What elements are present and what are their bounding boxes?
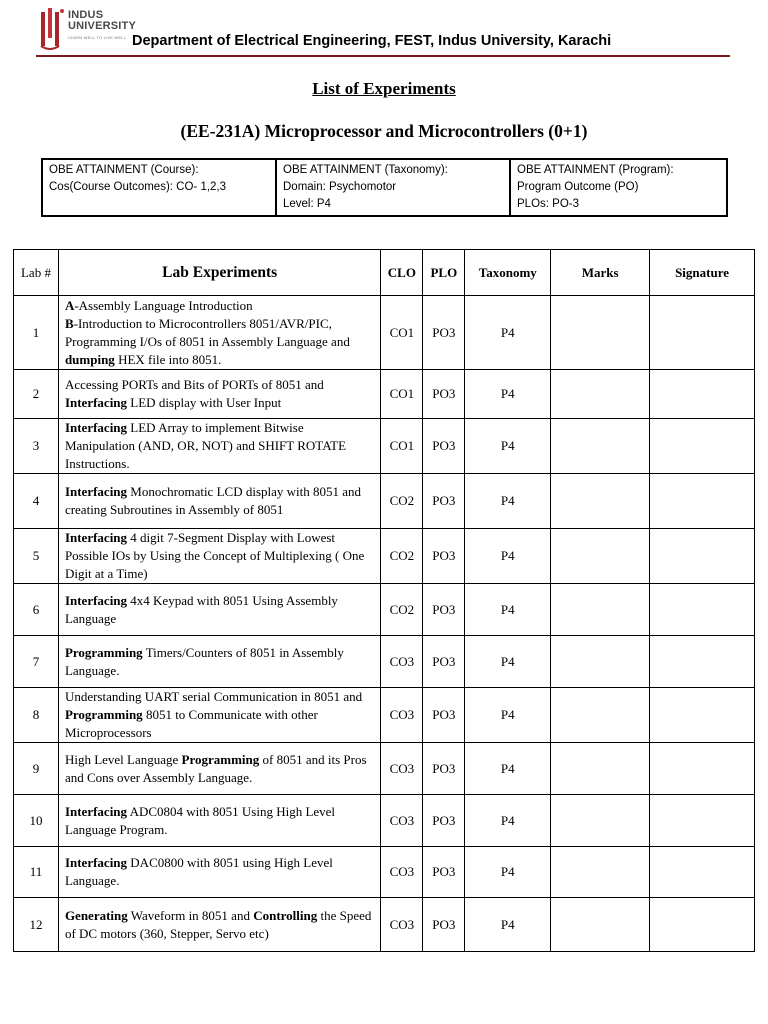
plo-cell: PO3: [423, 296, 465, 370]
logo-line-1: INDUS: [68, 9, 104, 21]
header-plo: PLO: [423, 250, 465, 296]
experiment-text: Timers/Counters of 8051 in Assembly Language.: [64, 644, 344, 678]
obe-course-heading: OBE ATTAINMENT (Course):: [49, 164, 199, 176]
university-logo: [36, 6, 137, 52]
experiment-keyword: Programming: [64, 644, 143, 660]
obe-attainment-table: [41, 158, 728, 217]
plo-cell: PO3: [423, 584, 465, 636]
lab-number-cell: 4: [14, 474, 59, 529]
signature-cell: [650, 370, 755, 419]
marks-cell: [551, 795, 650, 847]
table-row: [14, 296, 755, 370]
clo-cell: CO2: [381, 474, 423, 529]
department-heading: Department of Electrical Engineering, FEST, Indus University, Karachi: [132, 33, 612, 49]
experiment-text: -Introduction to Microcontrollers 8051/AVR/PIC, Programming I/Os of 8051 in Assembly Language and: [64, 315, 350, 349]
experiment-cell: [58, 795, 380, 847]
header-taxonomy: Taxonomy: [465, 250, 551, 296]
experiment-text: High Level Language: [64, 751, 182, 767]
experiment-cell: [58, 474, 380, 529]
header-lab-experiments: Lab Experiments: [58, 250, 380, 296]
plo-cell: PO3: [423, 370, 465, 419]
experiment-keyword: A: [64, 297, 75, 313]
experiment-text: Waveform in 8051 and: [127, 907, 254, 923]
signature-cell: [650, 898, 755, 952]
plo-cell: PO3: [423, 419, 465, 474]
obe-taxonomy-domain: Domain: Psychomotor: [283, 181, 397, 193]
header-signature: Signature: [650, 250, 755, 296]
lab-number-cell: 3: [14, 419, 59, 474]
experiment-keyword: Interfacing: [64, 530, 128, 545]
clo-cell: CO1: [381, 296, 423, 370]
table-row: [14, 688, 755, 743]
taxonomy-cell: P4: [465, 743, 551, 795]
logo-line-2: UNIVERSITY: [68, 20, 137, 32]
experiment-cell: [58, 370, 380, 419]
lab-number-cell: 2: [14, 370, 59, 419]
plo-cell: PO3: [423, 636, 465, 688]
clo-cell: CO3: [381, 688, 423, 743]
marks-cell: [551, 847, 650, 898]
header-marks: Marks: [551, 250, 650, 296]
experiment-keyword: Programming: [181, 751, 260, 767]
experiment-cell: [58, 688, 380, 743]
signature-cell: [650, 529, 755, 584]
taxonomy-cell: P4: [465, 636, 551, 688]
experiment-text: Understanding UART serial Communication in 8051 and: [64, 689, 363, 704]
header-divider: [36, 55, 730, 57]
clo-cell: CO3: [381, 636, 423, 688]
clo-cell: CO3: [381, 743, 423, 795]
experiment-text: DAC0800 with 8051 using High Level Language.: [64, 855, 333, 888]
marks-cell: [551, 898, 650, 952]
experiment-keyword: Generating: [64, 907, 128, 923]
experiment-keyword: Interfacing: [64, 484, 128, 499]
plo-cell: PO3: [423, 688, 465, 743]
taxonomy-cell: P4: [465, 474, 551, 529]
lab-number-cell: 8: [14, 688, 59, 743]
lab-number-cell: 5: [14, 529, 59, 584]
obe-program-cell: [510, 159, 727, 216]
logo-tagline: LEARN WELL TO LIVE WELL: [68, 35, 127, 40]
marks-cell: [551, 370, 650, 419]
experiment-cell: [58, 898, 380, 952]
signature-cell: [650, 688, 755, 743]
experiment-text: 8051 to Communicate with other Microprocessors: [64, 707, 318, 740]
table-header-row: [14, 250, 755, 296]
table-row: [14, 795, 755, 847]
signature-cell: [650, 743, 755, 795]
taxonomy-cell: P4: [465, 419, 551, 474]
experiment-cell: [58, 529, 380, 584]
table-row: [14, 474, 755, 529]
obe-program-outcome: Program Outcome (PO): [517, 181, 639, 193]
table-row: [14, 636, 755, 688]
plo-cell: PO3: [423, 847, 465, 898]
header-lab-number: Lab #: [14, 250, 59, 296]
experiment-keyword: Interfacing: [64, 855, 128, 870]
university-emblem-icon: [40, 6, 66, 50]
taxonomy-cell: P4: [465, 898, 551, 952]
experiment-cell: [58, 419, 380, 474]
marks-cell: [551, 296, 650, 370]
clo-cell: CO1: [381, 419, 423, 474]
obe-taxonomy-cell: [276, 159, 510, 216]
signature-cell: [650, 296, 755, 370]
obe-row: [42, 159, 727, 216]
table-row: [14, 584, 755, 636]
taxonomy-cell: P4: [465, 370, 551, 419]
experiment-text: ADC0804 with 8051 Using High Level Language Program.: [64, 803, 336, 837]
experiment-keyword: Interfacing: [64, 420, 128, 435]
signature-cell: [650, 419, 755, 474]
lab-number-cell: 1: [14, 296, 59, 370]
experiment-text: -Assembly Language Introduction: [74, 297, 253, 313]
clo-cell: CO3: [381, 898, 423, 952]
table-row: [14, 529, 755, 584]
experiment-keyword: Interfacing: [64, 395, 128, 410]
clo-cell: CO3: [381, 795, 423, 847]
plo-cell: PO3: [423, 474, 465, 529]
obe-course-cell: [42, 159, 276, 216]
obe-taxonomy-heading: OBE ATTAINMENT (Taxonomy):: [283, 164, 448, 176]
experiment-keyword: dumping: [64, 351, 115, 367]
plo-cell: PO3: [423, 795, 465, 847]
clo-cell: CO2: [381, 584, 423, 636]
experiment-keyword: Controlling: [253, 907, 318, 923]
plo-cell: PO3: [423, 743, 465, 795]
signature-cell: [650, 584, 755, 636]
experiment-text: 4 digit 7-Segment Display with Lowest Possible IOs by Using the Concept of Multiplexing ( One Digit at a Time): [64, 530, 365, 581]
lab-number-cell: 11: [14, 847, 59, 898]
page-title: List of Experiments: [312, 79, 456, 98]
lab-number-cell: 12: [14, 898, 59, 952]
logo-wordmark: [68, 10, 136, 32]
table-row: [14, 847, 755, 898]
table-row: [14, 743, 755, 795]
plo-cell: PO3: [423, 898, 465, 952]
signature-cell: [650, 636, 755, 688]
obe-taxonomy-level: Level: P4: [283, 198, 331, 210]
experiment-text: LED display with User Input: [127, 395, 282, 410]
signature-cell: [650, 795, 755, 847]
experiment-cell: [58, 636, 380, 688]
clo-cell: CO1: [381, 370, 423, 419]
experiment-text: LED Array to implement Bitwise Manipulation (AND, OR, NOT) and SHIFT ROTATE Instructions.: [64, 420, 347, 471]
lab-number-cell: 10: [14, 795, 59, 847]
experiment-cell: [58, 743, 380, 795]
signature-cell: [650, 474, 755, 529]
experiment-keyword: Programming: [64, 707, 143, 722]
experiment-keyword: B: [64, 315, 74, 331]
table-row: [14, 898, 755, 952]
course-title: (EE-231A) Microprocessor and Microcontrollers (0+1): [180, 121, 588, 141]
taxonomy-cell: P4: [465, 847, 551, 898]
lab-number-cell: 6: [14, 584, 59, 636]
experiment-text: 4x4 Keypad with 8051 Using Assembly Language: [64, 592, 338, 626]
experiment-keyword: Interfacing: [64, 803, 128, 819]
experiment-text: of 8051 and its Pros and Cons over Assembly Language.: [64, 751, 367, 785]
experiment-cell: [58, 584, 380, 636]
marks-cell: [551, 474, 650, 529]
experiment-keyword: Interfacing: [64, 592, 128, 608]
experiment-text: HEX file into 8051.: [114, 351, 222, 367]
experiment-text: the Speed of DC motors (360, Stepper, Servo etc): [64, 907, 372, 941]
plo-cell: PO3: [423, 529, 465, 584]
clo-cell: CO2: [381, 529, 423, 584]
marks-cell: [551, 636, 650, 688]
signature-cell: [650, 847, 755, 898]
experiment-cell: [58, 847, 380, 898]
taxonomy-cell: P4: [465, 529, 551, 584]
taxonomy-cell: P4: [465, 296, 551, 370]
header-clo: CLO: [381, 250, 423, 296]
lab-experiments-table: [13, 249, 755, 952]
taxonomy-cell: P4: [465, 688, 551, 743]
lab-number-cell: 9: [14, 743, 59, 795]
obe-program-plos: PLOs: PO-3: [517, 198, 579, 210]
marks-cell: [551, 584, 650, 636]
taxonomy-cell: P4: [465, 795, 551, 847]
table-row: [14, 370, 755, 419]
marks-cell: [551, 529, 650, 584]
experiment-text: Monochromatic LCD display with 8051 and creating Subroutines in Assembly of 8051: [64, 484, 362, 517]
marks-cell: [551, 419, 650, 474]
marks-cell: [551, 688, 650, 743]
lab-number-cell: 7: [14, 636, 59, 688]
obe-program-heading: OBE ATTAINMENT (Program):: [517, 164, 674, 176]
experiment-cell: [58, 296, 380, 370]
obe-course-outcomes: Cos(Course Outcomes): CO- 1,2,3: [49, 181, 227, 193]
taxonomy-cell: P4: [465, 584, 551, 636]
clo-cell: CO3: [381, 847, 423, 898]
table-row: [14, 419, 755, 474]
experiment-text: Accessing PORTs and Bits of PORTs of 8051 and: [64, 377, 324, 392]
marks-cell: [551, 743, 650, 795]
